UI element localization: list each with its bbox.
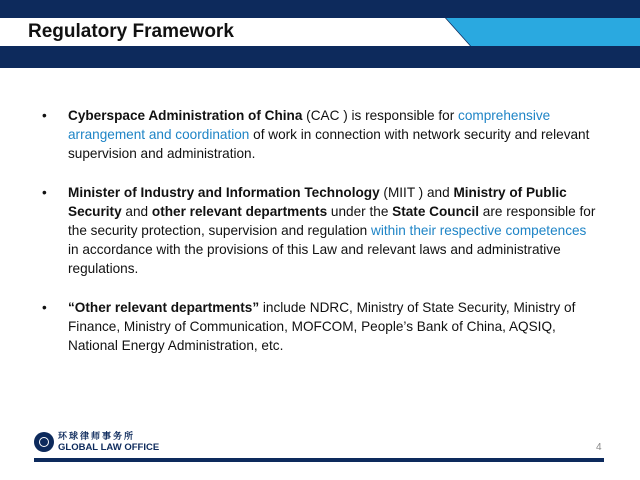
bullet-text-part: of work in connection with network security and relevant supervision and administration. — [68, 127, 590, 162]
company-logo — [34, 428, 159, 456]
bullet-list — [40, 106, 600, 374]
bullet-item — [40, 106, 600, 164]
footer-divider — [34, 458, 604, 462]
bullet-dot-icon: • — [42, 299, 47, 315]
slide-title: Regulatory Framework — [28, 21, 234, 42]
bullet-text-part: and — [121, 203, 152, 219]
bullet-item — [40, 298, 600, 356]
bullet-text-part: State Council — [392, 203, 480, 219]
bullet-text-highlight: within their respective competences — [371, 223, 587, 239]
bullet-text-part: other relevant departments — [151, 203, 328, 219]
bullet-text-part: “Other relevant departments” — [68, 299, 260, 315]
bullet-text-part: Cyberspace Administration of China — [68, 108, 303, 123]
bullet-text-part: (CAC ) is responsible for — [302, 108, 459, 123]
bullet-dot-icon: • — [42, 184, 47, 200]
logo-chinese-name: 环球律师事务所 — [58, 431, 136, 441]
bullet-text-part: in accordance with the provisions of this Law and relevant laws and administrative regulations. — [68, 242, 561, 277]
bullet-text-highlight: comprehensive arrangement and coordination — [68, 108, 551, 143]
bullet-text-part: include NDRC, Ministry of State Security, Ministry of Finance, Ministry of Communication, MOFCOM, People’s Bank of China, AQSIQ, National Energy Administration, etc. — [68, 299, 576, 354]
logo-english-name: GLOBAL LAW OFFICE — [58, 442, 160, 453]
bullet-text-part: (MIIT ) and — [379, 184, 454, 200]
bullet-text-part: Ministry of Public Security — [68, 184, 567, 219]
bullet-item — [40, 183, 600, 279]
bullet-text-part: under the — [327, 203, 393, 219]
accent-banner — [446, 18, 640, 46]
globe-logo-icon — [34, 432, 54, 452]
bullet-text-part: are responsible for the security protection, supervision and regulation — [68, 203, 596, 239]
bullet-text-part: Minister of Industry and Information Technology — [68, 184, 380, 200]
bullet-dot-icon: • — [42, 108, 47, 123]
logo-text — [58, 431, 159, 453]
page-number: 4 — [596, 442, 602, 453]
